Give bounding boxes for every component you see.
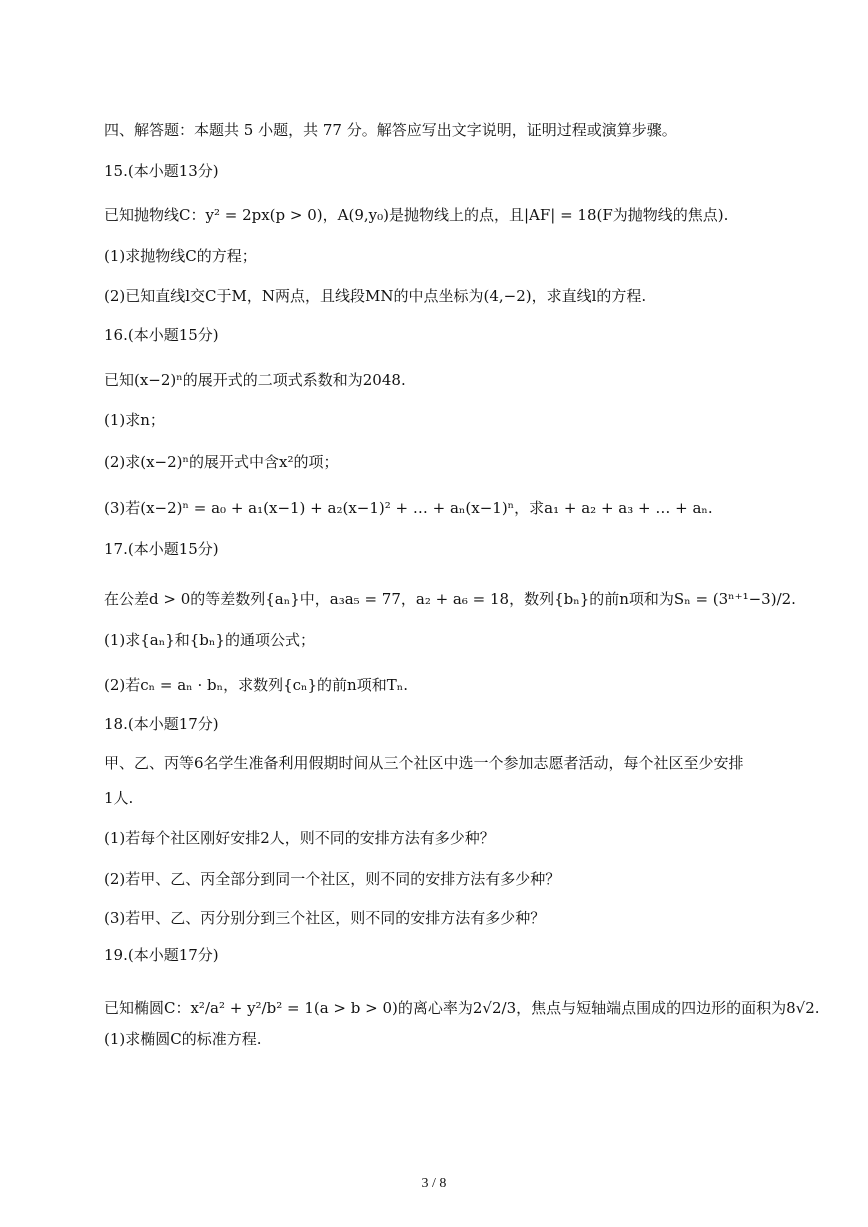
question-18-header: 18.(本小题17分) — [104, 715, 219, 733]
question-18-part-3: (3)若甲、乙、丙分别分到三个社区，则不同的安排方法有多少种？ — [104, 909, 546, 927]
question-17-part-2: (2)若cₙ = aₙ · bₙ，求数列{cₙ}的前n项和Tₙ. — [104, 676, 408, 694]
question-15-statement: 已知抛物线C：y² = 2px(p > 0)，A(9,y₀)是抛物线上的点，且|AF| = 18(F为抛物线的焦点). — [104, 206, 729, 224]
section-heading: 四、解答题：本题共 5 小题，共 77 分。解答应写出文字说明，证明过程或演算步骤。 — [104, 121, 677, 139]
question-18-statement-cont: 1人. — [104, 789, 134, 807]
question-15-part-2: (2)已知直线l交C于M，N两点，且线段MN的中点坐标为(4,−2)，求直线l的方程. — [104, 287, 647, 305]
question-16-part-3: (3)若(x−2)ⁿ = a₀ + a₁(x−1) + a₂(x−1)² + … + aₙ(x−1)ⁿ，求a₁ + a₂ + a₃ + … + aₙ. — [104, 499, 713, 517]
question-17-header: 17.(本小题15分) — [104, 540, 219, 558]
question-16-statement: 已知(x−2)ⁿ的展开式的二项式系数和为2048. — [104, 371, 406, 389]
question-17-part-1: (1)求{aₙ}和{bₙ}的通项公式； — [104, 631, 315, 649]
question-16-part-1: (1)求n； — [104, 411, 165, 429]
question-15-header: 15.(本小题13分) — [104, 162, 219, 180]
question-19-statement: 已知椭圆C：x²/a² + y²/b² = 1(a > b > 0)的离心率为2√2/3，焦点与短轴端点围成的四边形的面积为8√2. — [104, 999, 820, 1017]
page-indicator: 3 / 8 — [421, 1176, 447, 1191]
question-18-part-2: (2)若甲、乙、丙全部分到同一个社区，则不同的安排方法有多少种？ — [104, 870, 561, 888]
question-18-statement: 甲、乙、丙等6名学生准备利用假期时间从三个社区中选一个参加志愿者活动，每个社区至少安排 — [104, 754, 744, 772]
question-16-header: 16.(本小题15分) — [104, 326, 219, 344]
question-19-header: 19.(本小题17分) — [104, 946, 219, 964]
question-15-part-1: (1)求抛物线C的方程； — [104, 247, 257, 265]
question-17-statement: 在公差d > 0的等差数列{aₙ}中，a₃a₅ = 77，a₂ + a₆ = 18，数列{bₙ}的前n项和为Sₙ = (3ⁿ⁺¹−3)/2. — [104, 590, 796, 608]
question-16-part-2: (2)求(x−2)ⁿ的展开式中含x²的项； — [104, 453, 339, 471]
question-18-part-1: (1)若每个社区刚好安排2人，则不同的安排方法有多少种？ — [104, 829, 495, 847]
question-19-part-1: (1)求椭圆C的标准方程. — [104, 1030, 262, 1048]
